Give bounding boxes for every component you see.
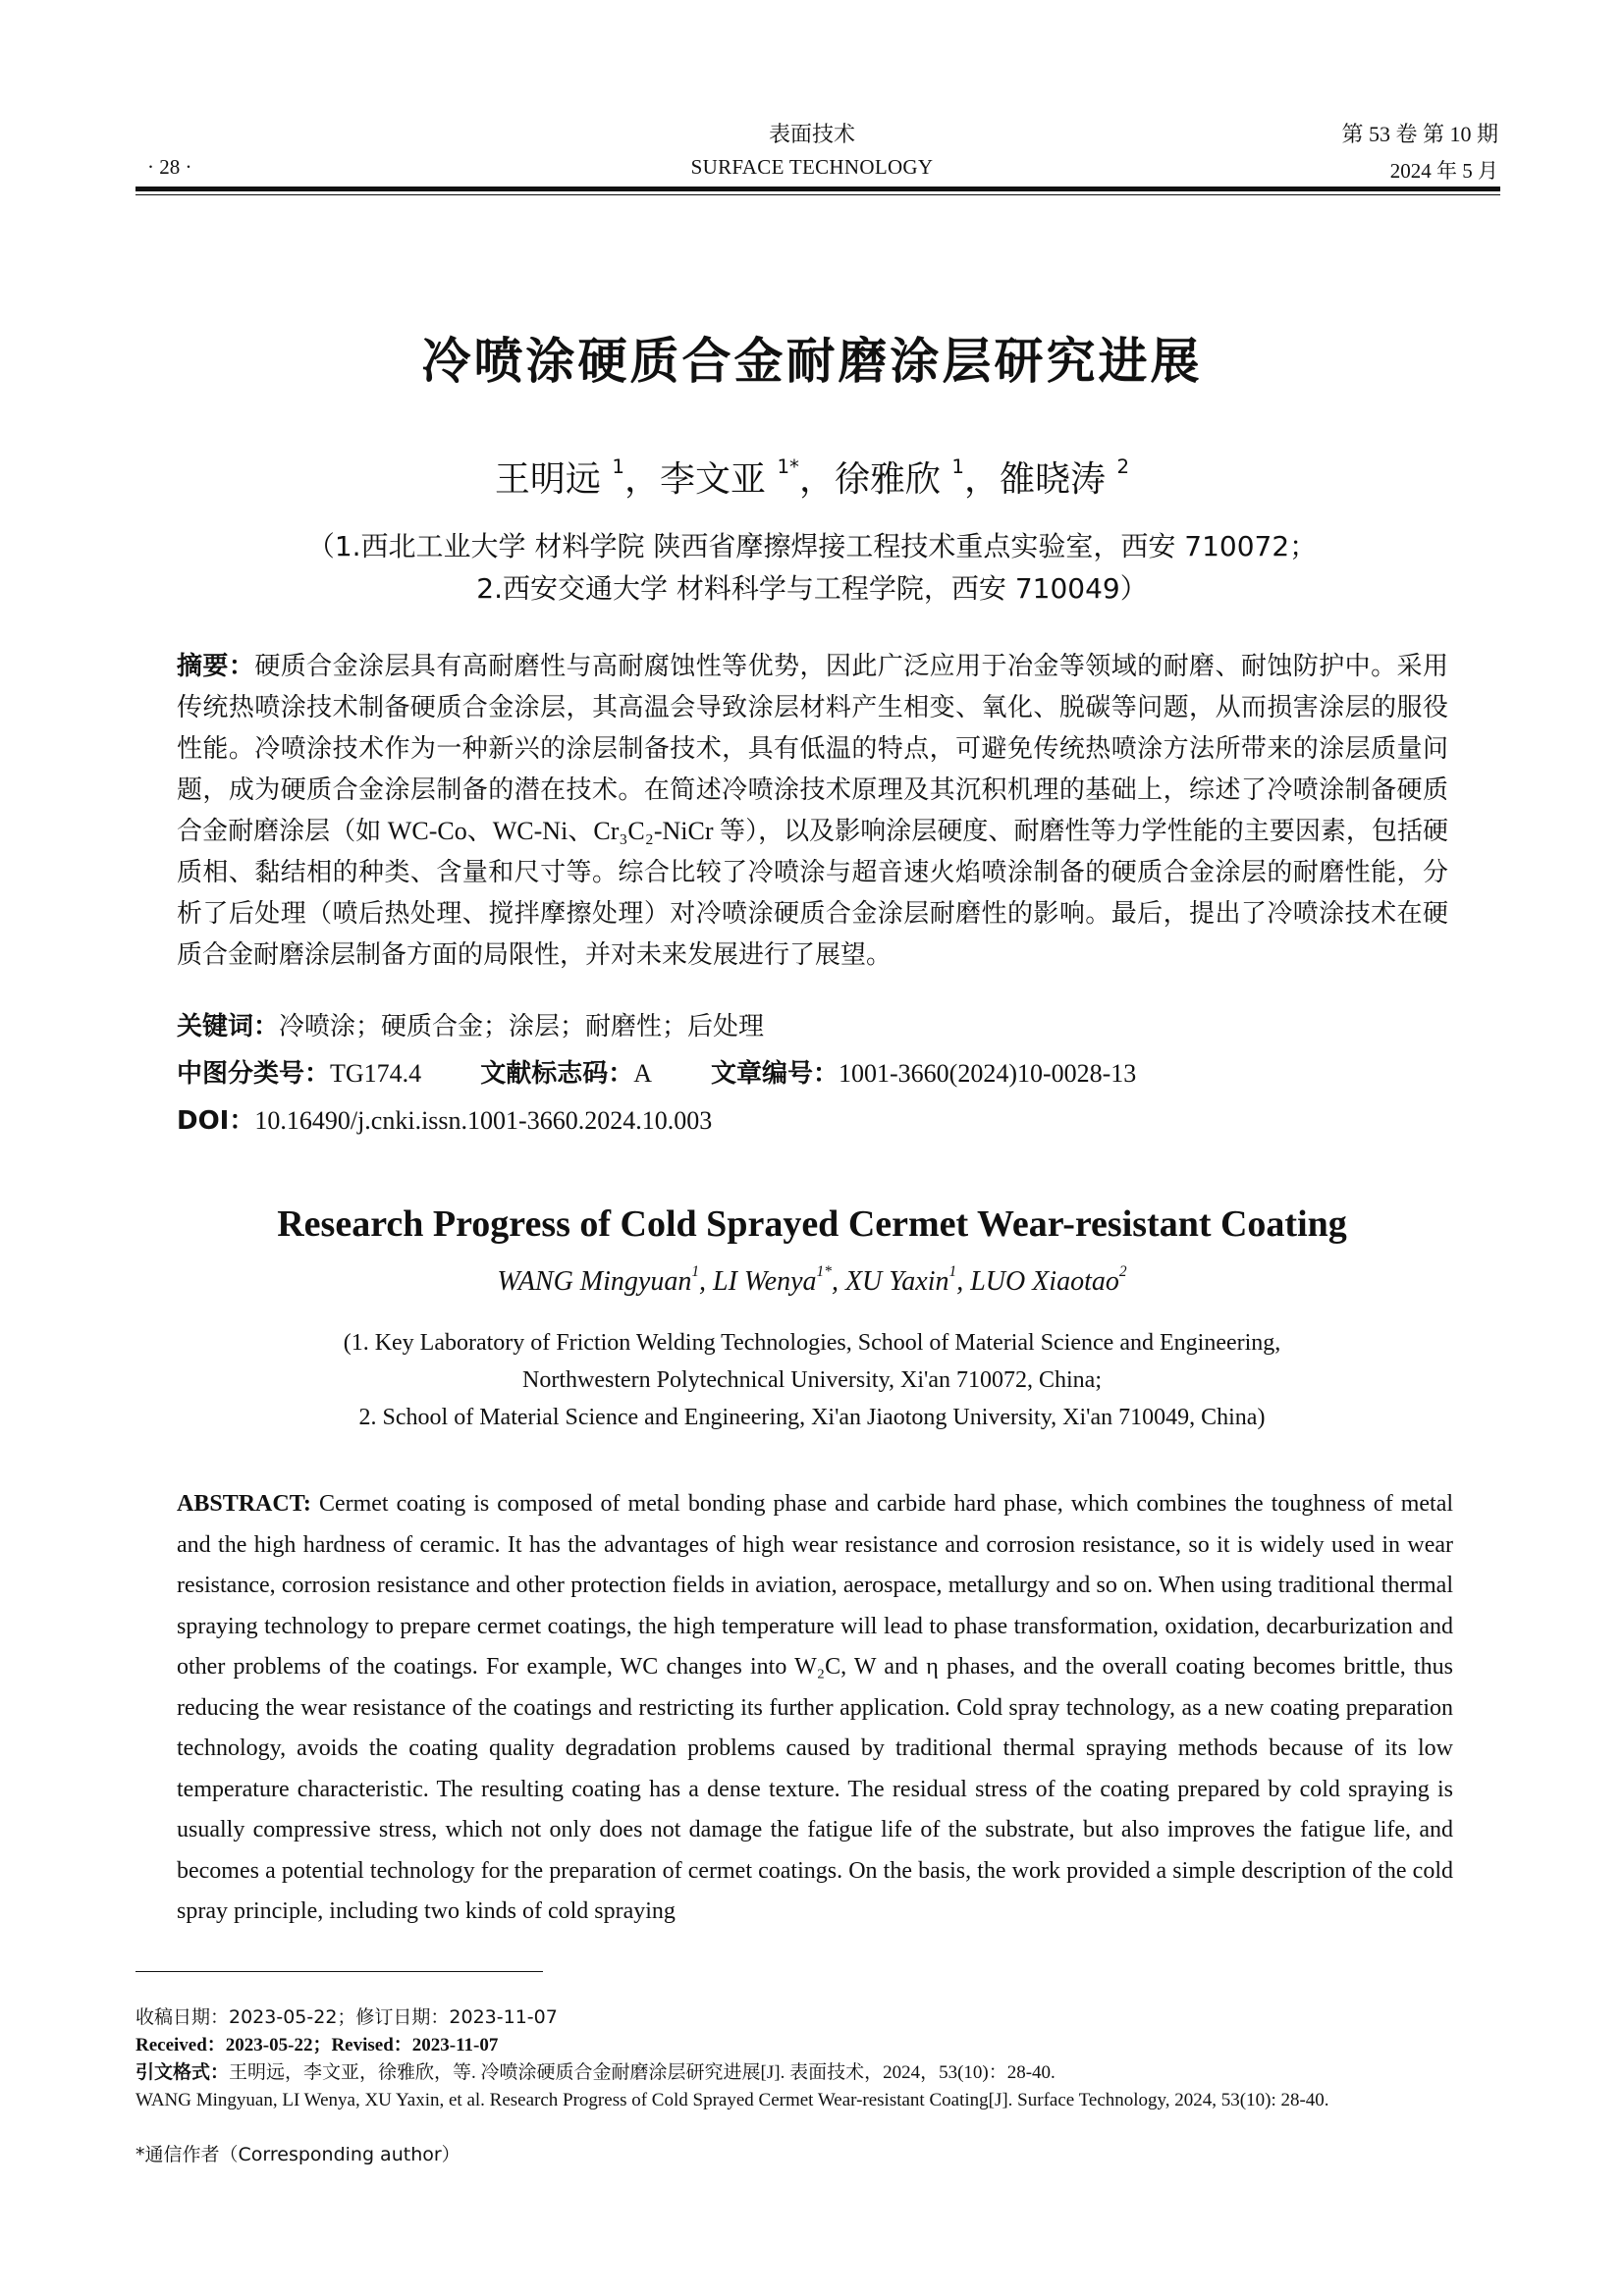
citation-cn bbox=[135, 2059, 1510, 2086]
abstract-en bbox=[177, 1484, 1453, 1933]
author-affiliation-mark: 1 bbox=[948, 1263, 957, 1281]
authors-en: WANG Mingyuan$^1$, LI Wenya$^{1*}$, XU Yaxin$^1$, LUO Xiaotao$^2$ bbox=[497, 1263, 1127, 1297]
author-name-en: WANG Mingyuan bbox=[497, 1266, 692, 1297]
doc-code-value: A bbox=[633, 1059, 652, 1088]
affiliation-cn-line: 2.西安交通大学 材料科学与工程学院，西安 710049） bbox=[476, 572, 1148, 605]
header-rule-thin bbox=[135, 194, 1500, 195]
received-date-cn: 收稿日期：2023-05-22；修订日期：2023-11-07 bbox=[135, 2006, 558, 2028]
abstract-cn-label: 摘要： bbox=[177, 652, 255, 681]
keywords-cn bbox=[177, 1006, 764, 1042]
author-affiliation-mark: 1 bbox=[691, 1263, 700, 1281]
author-name-en: XU Yaxin bbox=[844, 1266, 949, 1297]
citation-en: WANG Mingyuan, LI Wenya, XU Yaxin, et al. Research Progress of Cold Sprayed Cermet Wear-resistant Coating[J]. Surface Technology, 2024, 53(10): 28-40. bbox=[135, 2090, 1329, 2110]
issue-date: 2024 年 5 月 bbox=[1389, 159, 1498, 183]
citation-cn-label: 引文格式： bbox=[135, 2061, 230, 2083]
volume-issue: 第 53 卷 第 10 期 bbox=[1341, 122, 1498, 146]
author-affiliation-mark: 2 bbox=[1118, 1263, 1127, 1281]
article-number-label: 文章编号： bbox=[710, 1059, 839, 1089]
author-affiliation-mark: 1 bbox=[612, 455, 624, 479]
doi-label: DOI： bbox=[177, 1106, 255, 1136]
corresponding-author-note: *通信作者（Corresponding author） bbox=[135, 2144, 460, 2165]
author-affiliation-mark: 1 bbox=[951, 455, 965, 479]
footnote-rule bbox=[135, 1971, 543, 1972]
classification-line bbox=[177, 1053, 1136, 1090]
affiliation-cn-line: （1.西北工业大学 材料学院 陕西省摩擦焊接工程技术重点实验室，西安 710072； bbox=[306, 530, 1318, 562]
author-name: 王明远 bbox=[494, 459, 601, 500]
abstract-en-label: ABSTRACT: bbox=[177, 1491, 311, 1517]
clc-label: 中图分类号： bbox=[177, 1059, 331, 1089]
author-affiliation-mark: 1* bbox=[816, 1263, 832, 1281]
journal-name-cn: 表面技术 bbox=[768, 122, 855, 146]
abstract-cn bbox=[177, 646, 1448, 976]
author-name: 李文亚 bbox=[659, 459, 766, 500]
author-affiliation-mark: 2 bbox=[1116, 455, 1130, 479]
author-name: 雒晓涛 bbox=[1000, 459, 1107, 500]
title-en: Research Progress of Cold Sprayed Cermet Wear-resistant Coating bbox=[277, 1203, 1347, 1245]
doc-code-label: 文献标志码： bbox=[480, 1059, 634, 1089]
author-name-en: LI Wenya bbox=[713, 1266, 817, 1297]
abstract-cn-text: 硬质合金涂层具有高耐磨性与高耐腐蚀性等优势，因此广泛应用于冶金等领域的耐磨、耐蚀防护中。采用传统热喷涂技术制备硬质合金涂层，其高温会导致涂层材料产生相变、氧化、脱碳等问题，从而损害涂层的服役性能。冷喷涂技术作为一种新兴的涂层制备技术，具有低温的特点，可避免传统热喷涂方法所带来的涂层质量问题，成为硬质合金涂层制备的潜在技术。在简述冷喷涂技术原理及其沉积机理的基础上，综述了冷喷涂制备硬质合金耐磨涂层（如 WC-Co、WC-Ni、Cr₃C₂-NiCr 等），以及影响涂层硬度、耐磨性等力学性能的主要因素，包括硬质相、黏结相的种类、含量和尺寸等。综合比较了冷喷涂与超音速火焰喷涂制备的硬质合金涂层的耐磨性能，分析了后处理（喷后热处理、搅拌摩擦处理）对冷喷涂硬质合金涂层耐磨性的影响。最后，提出了冷喷涂技术在硬质合金耐磨涂层制备方面的局限性，并对未来发展进行了展望。 bbox=[177, 652, 1448, 969]
title-cn: 冷喷涂硬质合金耐磨涂层研究进展 bbox=[421, 333, 1203, 390]
affiliation-en-line: Northwestern Polytechnical University, Xi'an 710072, China; bbox=[522, 1367, 1102, 1393]
citation-cn-text: 王明远，李文亚，徐雅欣，等. 冷喷涂硬质合金耐磨涂层研究进展[J]. 表面技术，2024，53(10)：28-40. bbox=[229, 2062, 1056, 2083]
journal-name-en: SURFACE TECHNOLOGY bbox=[690, 155, 934, 179]
affiliation-en-line: 2. School of Material Science and Engineering, Xi'an Jiaotong University, Xi'an 710049, China) bbox=[358, 1405, 1266, 1430]
affiliation-en-line: (1. Key Laboratory of Friction Welding Technologies, School of Material Science and Engineering, bbox=[343, 1330, 1281, 1356]
header-rule-thick bbox=[135, 187, 1500, 191]
author-name: 徐雅欣 bbox=[834, 459, 941, 500]
clc-value: TG174.4 bbox=[330, 1059, 422, 1088]
page-number: · 28 · bbox=[147, 155, 192, 179]
author-name-en: LUO Xiaotao bbox=[970, 1266, 1119, 1297]
doi-line bbox=[177, 1100, 712, 1137]
article-number-value: 1001-3660(2024)10-0028-13 bbox=[839, 1059, 1137, 1088]
doi-value: 10.16490/j.cnki.issn.1001-3660.2024.10.003 bbox=[254, 1106, 713, 1135]
keywords-cn-text: 冷喷涂；硬质合金；涂层；耐磨性；后处理 bbox=[279, 1012, 765, 1041]
abstract-en-text: Cermet coating is composed of metal bonding phase and carbide hard phase, which combines the toughness of metal and the high hardness of ceramic. It has the advantages of high wear resistance and corrosion resistance, so it is widely used in wear resistance, corrosion resistance and other protection fields in aviation, aerospace, metallurgy and so on. When using traditional thermal spraying technology to prepare cermet coatings, the high temperature will lead to phase transformation, oxidation, decarburization and other problems of the coatings. For example, WC changes into W₂C, W and η phases, and the overall coating becomes brittle, thus reducing the wear resistance of the coatings and restricting its further application. Cold spray technology, as a new coating preparation technology, avoids the coating quality degradation problems caused by traditional thermal spraying methods because of its low temperature characteristic. The resulting coating has a dense texture. The residual stress of the coating prepared by cold spraying is usually compressive stress, which not only does not damage the fatigue life of the substrate, but also improves the fatigue life, and becomes a potential technology for the preparation of cermet coatings. On the basis, the work provided a simple description of the cold spray principle, including two kinds of cold spraying bbox=[177, 1491, 1454, 1924]
received-date-en: Received：2023-05-22；Revised：2023-11-07 bbox=[135, 2035, 499, 2056]
author-affiliation-mark: 1* bbox=[777, 455, 799, 479]
keywords-cn-label: 关键词： bbox=[177, 1012, 280, 1041]
authors-cn: 王明远 $^1$，李文亚 $^{1*}$，徐雅欣 $^1$，雒晓涛 $^2$ bbox=[494, 455, 1130, 500]
